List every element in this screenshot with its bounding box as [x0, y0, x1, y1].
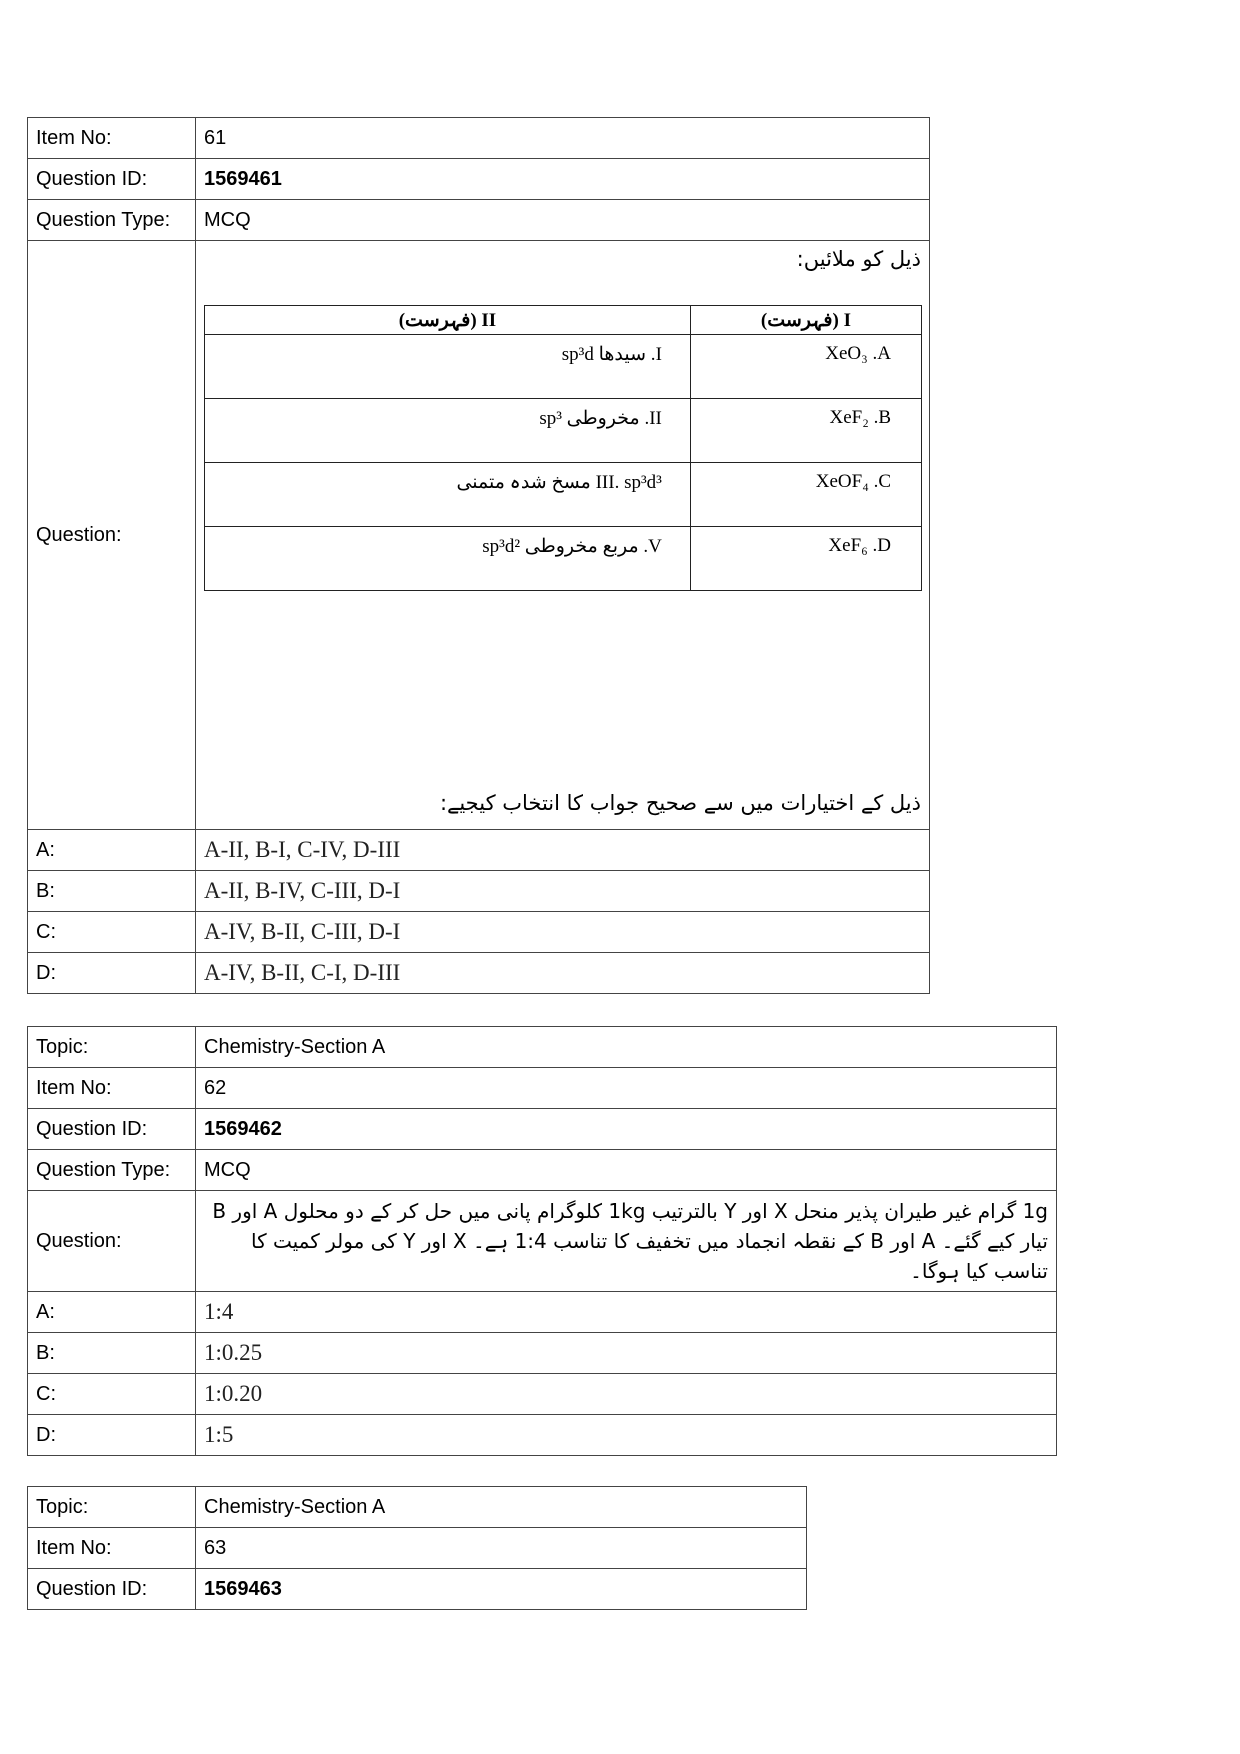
question-label: Question: — [28, 1191, 196, 1292]
question-content — [196, 241, 930, 830]
option-d-text: 1:5 — [196, 1415, 1057, 1456]
match-list-1-item: XeF₂ .B — [690, 399, 921, 463]
topic-label: Topic: — [28, 1487, 196, 1528]
match-list-1-item: XeO₃ .A — [690, 335, 921, 399]
question-text: 1g گرام غیر طیران پذیر منحل X اور Y بالترتیب 1kg کلوگرام پانی میں حل کر کے دو محلول A اور B تیار کیے گئے۔ A اور B کے نقطہ انجماد میں تخفیف کا تناسب 1:4 ہے۔ X اور Y کی مولر کمیت کا تناسب کیا ہوگا۔ — [196, 1191, 1057, 1292]
question-id-value: 1569463 — [196, 1569, 807, 1610]
match-list-2-item: I. سیدھا sp³d — [205, 335, 691, 399]
item-no-label: Item No: — [28, 1528, 196, 1569]
match-list-1-item: XeOF₄ .C — [690, 463, 921, 527]
option-label: B: — [28, 871, 196, 912]
topic-value: Chemistry-Section A — [196, 1027, 1057, 1068]
option-b-text: 1:0.25 — [196, 1333, 1057, 1374]
item-no-value: 63 — [196, 1528, 807, 1569]
question-id-label: Question ID: — [28, 159, 196, 200]
option-c-text: A-IV, B-II, C-III, D-I — [196, 912, 930, 953]
question-id-label: Question ID: — [28, 1109, 196, 1150]
question-type-label: Question Type: — [28, 1150, 196, 1191]
option-label: B: — [28, 1333, 196, 1374]
match-instruction: ذیل کو ملائیں: — [796, 247, 921, 271]
item-no-value: 61 — [196, 118, 930, 159]
option-d-text: A-IV, B-II, C-I, D-III — [196, 953, 930, 994]
item-63-table — [27, 1486, 807, 1610]
match-header-list-1: (فہرست) I — [690, 306, 921, 335]
question-label: Question: — [28, 241, 196, 830]
option-label: C: — [28, 912, 196, 953]
option-a-text: 1:4 — [196, 1292, 1057, 1333]
topic-value: Chemistry-Section A — [196, 1487, 807, 1528]
option-a-text: A-II, B-I, C-IV, D-III — [196, 830, 930, 871]
select-instruction: ذیل کے اختیارات میں سے صحیح جواب کا انتخاب کیجیے: — [439, 791, 921, 815]
question-type-label: Question Type: — [28, 200, 196, 241]
match-table — [204, 305, 922, 591]
item-62-table — [27, 1026, 1057, 1456]
match-list-2-item: II. مخروطی sp³ — [205, 399, 691, 463]
option-b-text: A-II, B-IV, C-III, D-I — [196, 871, 930, 912]
match-header-list-2: (فہرست) II — [205, 306, 691, 335]
option-label: C: — [28, 1374, 196, 1415]
match-list-2-item: V. مربع مخروطی sp³d² — [205, 527, 691, 591]
item-no-label: Item No: — [28, 1068, 196, 1109]
option-label: D: — [28, 953, 196, 994]
option-c-text: 1:0.20 — [196, 1374, 1057, 1415]
option-label: A: — [28, 830, 196, 871]
question-id-value: 1569461 — [196, 159, 930, 200]
question-type-value: MCQ — [196, 1150, 1057, 1191]
match-list-2-item: III. sp³d³ مسخ شدہ متمنی — [205, 463, 691, 527]
match-list-1-item: XeF₆ .D — [690, 527, 921, 591]
option-label: D: — [28, 1415, 196, 1456]
option-label: A: — [28, 1292, 196, 1333]
item-no-label: Item No: — [28, 118, 196, 159]
topic-label: Topic: — [28, 1027, 196, 1068]
question-type-value: MCQ — [196, 200, 930, 241]
item-no-value: 62 — [196, 1068, 1057, 1109]
question-id-value: 1569462 — [196, 1109, 1057, 1150]
question-id-label: Question ID: — [28, 1569, 196, 1610]
item-61-table — [27, 117, 930, 994]
